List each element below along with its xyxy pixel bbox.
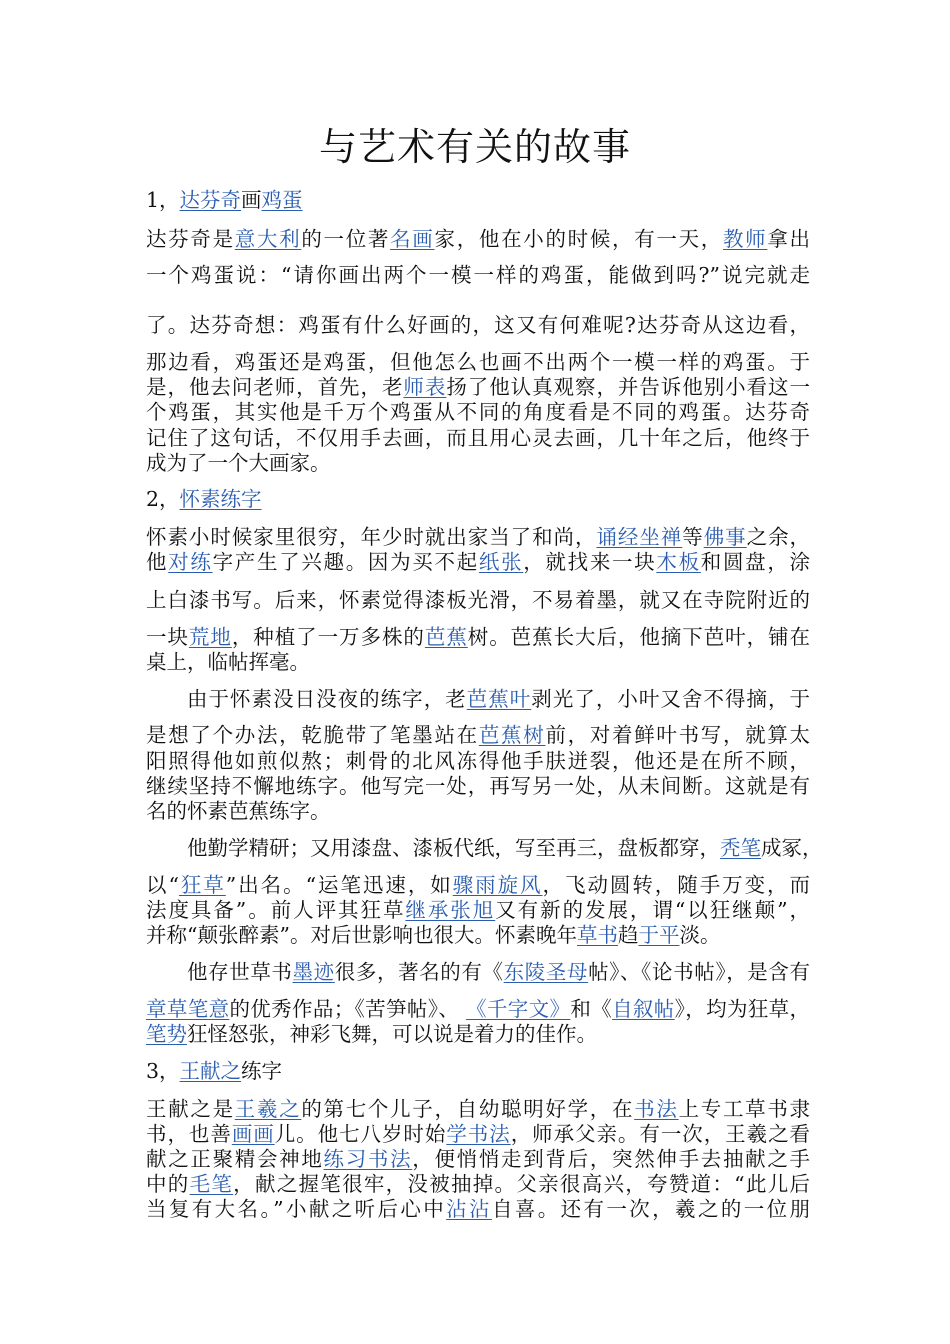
hyperlink[interactable]: 《千字文》 xyxy=(466,997,571,1021)
text-segment: 桌上，临帖挥毫。 xyxy=(146,650,310,674)
text-line xyxy=(146,1058,810,1084)
text-segment: 名的怀素芭蕉练字。 xyxy=(146,799,331,823)
text-line xyxy=(146,897,810,923)
hyperlink[interactable]: 墨迹 xyxy=(292,960,335,984)
hyperlink[interactable]: 狂草 xyxy=(178,873,226,897)
text-segment: 的优秀作品；《苦笋帖》、 xyxy=(229,997,467,1021)
text-segment: 个鸡蛋，其实他是千万个鸡蛋从不同的角度看是不同的鸡蛋。达芬奇 xyxy=(146,400,810,424)
text-segment: 狂怪怒张，神彩飞舞，可以说是着力的佳作。 xyxy=(187,1022,597,1046)
text-segment: 等 xyxy=(682,525,704,549)
text-segment: 由于怀素没日没夜的练字，老 xyxy=(187,687,467,711)
hyperlink[interactable]: 诵经坐禅 xyxy=(596,525,683,549)
text-segment: 中的 xyxy=(146,1172,190,1196)
text-segment: 练字 xyxy=(241,1059,283,1083)
text-segment: ，便悄悄走到背后，突然伸手去抽献之手 xyxy=(412,1147,811,1171)
text-line xyxy=(146,748,810,774)
hyperlink[interactable]: 继承张旭 xyxy=(405,898,496,922)
text-line xyxy=(146,374,810,400)
text-segment: 儿。他七八岁时始 xyxy=(274,1122,447,1146)
text-line xyxy=(146,399,810,425)
text-segment: ”出名。“运笔迅速，如 xyxy=(225,873,453,897)
text-segment: 怀素小时候家里很穷，年少时就出家当了和尚， xyxy=(146,525,597,549)
hyperlink[interactable]: 芭蕉树 xyxy=(478,723,546,747)
text-line xyxy=(146,226,810,252)
text-line xyxy=(146,1196,810,1222)
text-segment: 淡。 xyxy=(679,923,721,947)
hyperlink[interactable]: 沾沾 xyxy=(446,1197,492,1221)
text-segment: 献之正聚精会神地 xyxy=(146,1147,324,1171)
text-segment: 3， xyxy=(146,1059,180,1083)
hyperlink[interactable]: 意大利 xyxy=(234,227,302,251)
text-segment: 剥光了，小叶又舍不得摘，于 xyxy=(531,687,811,711)
text-line xyxy=(146,312,810,338)
text-segment: 和圆盘，涂 xyxy=(700,550,811,574)
text-segment: 并称“颠张醉素”。对后世影响也很大。怀素晚年 xyxy=(146,923,577,947)
text-line xyxy=(146,798,810,824)
text-segment: 达芬奇是 xyxy=(146,227,235,251)
text-segment: 是，他去问老师，首先，老 xyxy=(146,375,404,399)
text-line xyxy=(146,1146,810,1172)
text-segment: 王献之是 xyxy=(146,1097,235,1121)
hyperlink[interactable]: 鸡蛋 xyxy=(261,188,303,212)
text-line xyxy=(146,486,810,512)
text-segment: 了。达芬奇想：鸡蛋有什么好画的，这又有何难呢?达芬奇从这边看， xyxy=(146,313,810,337)
text-segment: 树。芭蕉长大后，他摘下芭叶，铺在 xyxy=(467,625,811,649)
hyperlink[interactable]: 对练 xyxy=(168,550,213,574)
hyperlink[interactable]: 纸张 xyxy=(478,550,524,574)
text-segment: 他存世草书 xyxy=(187,960,293,984)
text-segment: 家，他在小的时候，有一天， xyxy=(434,227,723,251)
text-segment: 一块 xyxy=(146,625,189,649)
text-line xyxy=(146,872,810,898)
text-segment: ，师承父亲。有一次，王羲之看 xyxy=(510,1122,811,1146)
text-line xyxy=(146,773,810,799)
text-line xyxy=(146,549,810,575)
text-segment: 之余， xyxy=(746,525,811,549)
text-segment: 的一位著 xyxy=(301,227,391,251)
text-line xyxy=(146,996,810,1022)
hyperlink[interactable]: 芭蕉 xyxy=(424,625,468,649)
text-segment: ，种植了一万多株的 xyxy=(231,625,425,649)
text-segment: ，就找来一块 xyxy=(523,550,657,574)
text-segment: 1， xyxy=(146,188,180,212)
text-segment: 拿出 xyxy=(767,227,811,251)
hyperlink[interactable]: 达芬奇 xyxy=(179,188,242,212)
document-title: 与艺术有关的故事 xyxy=(318,125,631,169)
text-segment: 2， xyxy=(146,487,180,511)
text-segment: 他 xyxy=(146,550,169,574)
hyperlink[interactable]: 草书 xyxy=(576,923,618,947)
text-segment: 扬了他认真观察，并告诉他别小看这一 xyxy=(446,375,811,399)
text-line xyxy=(146,262,810,288)
hyperlink[interactable]: 东陵圣母 xyxy=(503,960,589,984)
hyperlink[interactable]: 书法 xyxy=(634,1097,679,1121)
text-segment: 成为了一个大画家。 xyxy=(146,451,331,475)
text-segment: 当复有大名。”小献之听后心中 xyxy=(146,1197,447,1221)
text-segment: ，献之握笔很牢，没被抽掉。父亲很高兴，夸赞道：“此儿后 xyxy=(233,1172,811,1196)
text-segment: 趋 xyxy=(617,923,639,947)
text-line xyxy=(146,959,810,985)
hyperlink[interactable]: 章草笔意 xyxy=(146,997,230,1021)
hyperlink[interactable]: 怀素练字 xyxy=(179,487,262,511)
hyperlink[interactable]: 秃笔 xyxy=(720,836,761,860)
hyperlink[interactable]: 佛事 xyxy=(703,525,747,549)
hyperlink[interactable]: 练习书法 xyxy=(323,1147,413,1171)
hyperlink[interactable]: 于平 xyxy=(638,923,680,947)
text-segment: 那边看，鸡蛋还是鸡蛋，但他怎么也画不出两个一模一样的鸡蛋。于 xyxy=(146,350,810,374)
text-line xyxy=(146,349,810,375)
hyperlink[interactable]: 王献之 xyxy=(179,1059,242,1083)
text-segment: 他勤学精研；又用漆盘、漆板代纸，写至再三，盘板都穿， xyxy=(187,836,720,860)
text-segment: ，飞动圆转，随手万变，而 xyxy=(542,873,811,897)
text-segment: 记住了这句话，不仅用手去画，而且用心灵去画，几十年之后，他终于 xyxy=(146,426,810,450)
text-segment: 又有新的发展，谓“以狂继颠”， xyxy=(495,898,811,922)
hyperlink[interactable]: 芭蕉叶 xyxy=(466,687,532,711)
hyperlink[interactable]: 画画 xyxy=(231,1122,275,1146)
hyperlink[interactable]: 王羲之 xyxy=(234,1097,302,1121)
text-segment: 阳照得他如煎似熬；刺骨的北风冻得他手肤迸裂，他还是在所不顾， xyxy=(146,749,810,773)
hyperlink[interactable]: 学书法 xyxy=(446,1122,511,1146)
hyperlink[interactable]: 自叙帖 xyxy=(612,997,675,1021)
text-segment: 上白漆书写。后来，怀素觉得漆板光滑，不易着墨，就又在寺院附近的 xyxy=(146,588,810,612)
hyperlink[interactable]: 笔势 xyxy=(146,1022,187,1046)
text-line xyxy=(146,722,810,748)
text-line xyxy=(146,1021,810,1047)
text-segment: 很多，著名的有《 xyxy=(334,960,504,984)
text-segment: 画 xyxy=(241,188,262,212)
text-segment: 上专工草书隶 xyxy=(678,1097,811,1121)
text-line xyxy=(146,1096,810,1122)
hyperlink[interactable]: 毛笔 xyxy=(189,1172,234,1196)
text-segment: 前，对着鲜叶书写，就算太 xyxy=(545,723,811,747)
text-line xyxy=(146,624,810,650)
text-segment: 和《 xyxy=(570,997,613,1021)
text-segment: 以“ xyxy=(146,873,179,897)
text-segment: 继续坚持不懈地练字。他写完一处，再写另一处，从未间断。这就是有 xyxy=(146,774,810,798)
text-line xyxy=(146,922,810,948)
text-line xyxy=(146,649,810,675)
text-segment: 成冢， xyxy=(761,836,823,860)
text-segment: 》，均为狂草， xyxy=(674,997,811,1021)
text-line xyxy=(146,587,810,613)
text-line xyxy=(146,524,810,550)
text-line xyxy=(146,450,810,476)
hyperlink[interactable]: 木板 xyxy=(656,550,701,574)
text-segment: 书，也善 xyxy=(146,1122,232,1146)
text-segment: 法度具备”。前人评其狂草 xyxy=(146,898,406,922)
text-line xyxy=(146,425,810,451)
text-segment: 是想了个办法，乾脆带了笔墨站在 xyxy=(146,723,479,747)
text-segment: 帖》、《论书帖》，是含有 xyxy=(588,960,811,984)
text-line xyxy=(146,835,823,861)
text-line xyxy=(146,686,810,712)
hyperlink[interactable]: 师表 xyxy=(403,375,447,399)
text-line xyxy=(146,1171,810,1197)
hyperlink[interactable]: 荒地 xyxy=(188,625,232,649)
hyperlink[interactable]: 骤雨旋风 xyxy=(452,873,543,897)
hyperlink[interactable]: 教师 xyxy=(722,227,768,251)
hyperlink[interactable]: 名画 xyxy=(390,227,435,251)
text-segment: 的第七个儿子，自幼聪明好学，在 xyxy=(301,1097,635,1121)
text-segment: 字产生了兴趣。因为买不起 xyxy=(212,550,479,574)
text-line xyxy=(146,187,810,213)
text-segment: 自喜。还有一次，羲之的一位朋 xyxy=(491,1197,811,1221)
text-segment: 一个鸡蛋说：“请你画出两个一模一样的鸡蛋，能做到吗?”说完就走 xyxy=(146,263,810,287)
text-line xyxy=(146,1121,810,1147)
